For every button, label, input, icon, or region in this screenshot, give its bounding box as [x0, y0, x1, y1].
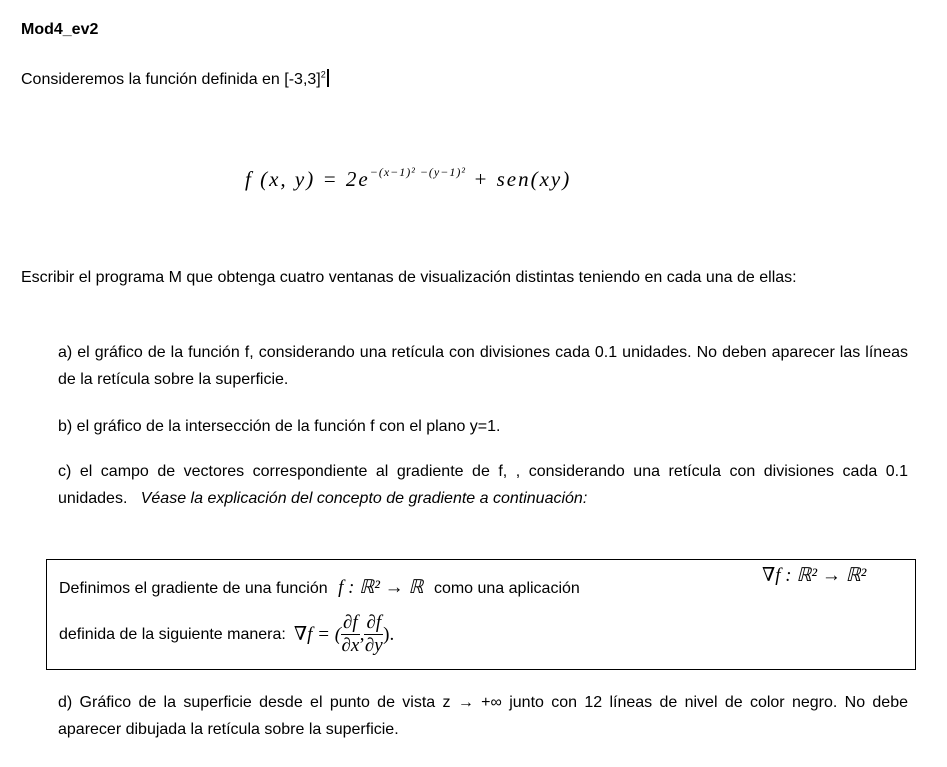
item-c-note: Véase la explicación del concepto de gradiente a continuación: [140, 490, 588, 507]
partial-numerator-x: ∂f [343, 612, 358, 633]
function-formula [245, 165, 571, 192]
gradient-prefix: ∇f = ( [293, 624, 342, 645]
definition-text-2: como una aplicación [433, 580, 580, 597]
item-a: a) el gráfico de la función f, considerando una retícula con divisiones cada 0.1 unidades. No deben aparecer las líneas de la retícula sobre la superficie. [58, 344, 908, 388]
gradient-suffix: ). [383, 623, 395, 645]
definition-math-2: ∇f : ℝ² → ℝ² [762, 565, 867, 586]
document-title: Mod4_ev2 [21, 21, 99, 38]
item-b: b) el gráfico de la intersección de la función f con el plano y=1. [58, 418, 501, 435]
partial-denominator-x: ∂x [341, 635, 360, 656]
task-paragraph: Escribir el programa M que obtenga cuatro ventanas de visualización distintas teniendo en cada una de ellas: [21, 269, 797, 286]
partial-numerator-y: ∂f [366, 612, 382, 633]
item-d: d) Gráfico de la superficie desde el punto de vista z → +∞ junto con 12 líneas de nivel de color negro. No debe aparecer dibujada la retícula sobre la superficie. [58, 694, 908, 738]
partial-fraction-y [364, 612, 383, 657]
formula-exponent: −(x−1)² −(y−1)² [369, 165, 466, 179]
definition-text-3: definida de la siguiente manera: [59, 625, 286, 643]
intro-superscript: 2 [320, 69, 326, 80]
gradient-comma: , [359, 623, 365, 645]
formula-rhs: + sen(xy) [473, 167, 572, 191]
definition-text-1: Definimos el gradiente de una función [59, 580, 328, 597]
intro-paragraph [21, 69, 329, 89]
item-c [58, 458, 908, 512]
formula-base: e [358, 167, 370, 191]
definition-box [46, 559, 916, 670]
formula-lhs: f (x, y) = 2 [245, 167, 359, 191]
definition-line-2 [59, 612, 394, 657]
intro-text: Consideremos la función definida en [-3,3] [21, 71, 321, 88]
definition-math-1: f : ℝ² → ℝ [338, 577, 424, 598]
partial-fraction-x [341, 612, 360, 657]
partial-denominator-y: ∂y [364, 635, 383, 656]
text-cursor [327, 69, 329, 87]
item-c-main: c) el campo de vectores correspondiente al gradiente de f, , considerando una retícula con divisiones cada 0.1 unidades. [58, 463, 908, 507]
definition-line-1 [59, 576, 580, 599]
